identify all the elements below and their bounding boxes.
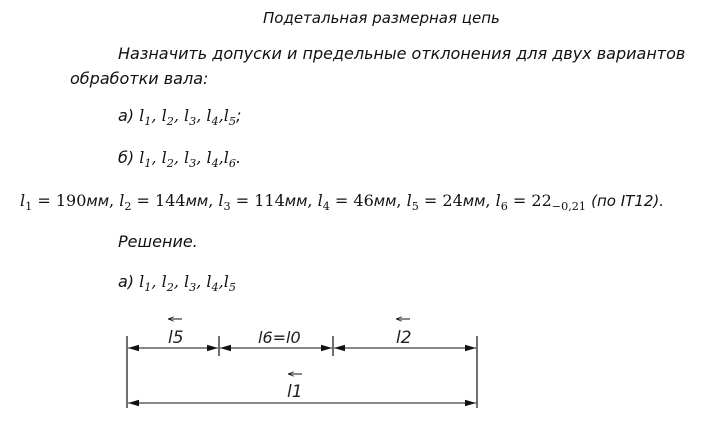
variant-b: б) $l_1$, $l_2$, $l_3$, $l_4,l_6$. bbox=[118, 148, 242, 170]
solution-a: а) $l_1$, $l_2$, $l_3$, $l_4,l_5$ bbox=[118, 272, 236, 294]
task-line-2: обработки вала: bbox=[70, 69, 209, 88]
variant-a-end: ; bbox=[235, 106, 242, 125]
solution-a-label: а) bbox=[118, 272, 135, 291]
variant-a-label: а) bbox=[118, 106, 135, 125]
solution-label: Решение. bbox=[118, 232, 198, 251]
label-l5: l5 bbox=[168, 328, 184, 348]
dimension-values: $l_1 = 190мм$, $l_2 = 144мм$, $l_3 = 114мм$, $l_4 = 46мм$, $l_5 = 24мм$, $l_6 = 22_{-0,21}$ (по IT12). bbox=[20, 191, 665, 213]
variant-b-label: б) bbox=[118, 148, 135, 167]
l6-nominal: 22 bbox=[531, 191, 552, 210]
label-l1: l1 bbox=[287, 382, 303, 402]
l6-deviation: −0,21 bbox=[551, 199, 587, 213]
task-line-1: Назначить допуски и предельные отклонения для двух вариантов bbox=[118, 44, 686, 63]
tolerance-note: (по IT12). bbox=[591, 192, 665, 210]
variant-a: а) $l_1$, $l_2$, $l_3$, $l_4,l_5$; bbox=[118, 106, 242, 128]
page-title: Подетальная размерная цепь bbox=[263, 9, 500, 27]
label-l2: l2 bbox=[396, 328, 412, 348]
variant-b-end: . bbox=[236, 148, 242, 167]
label-l6-l0: l6=l0 bbox=[258, 328, 301, 347]
